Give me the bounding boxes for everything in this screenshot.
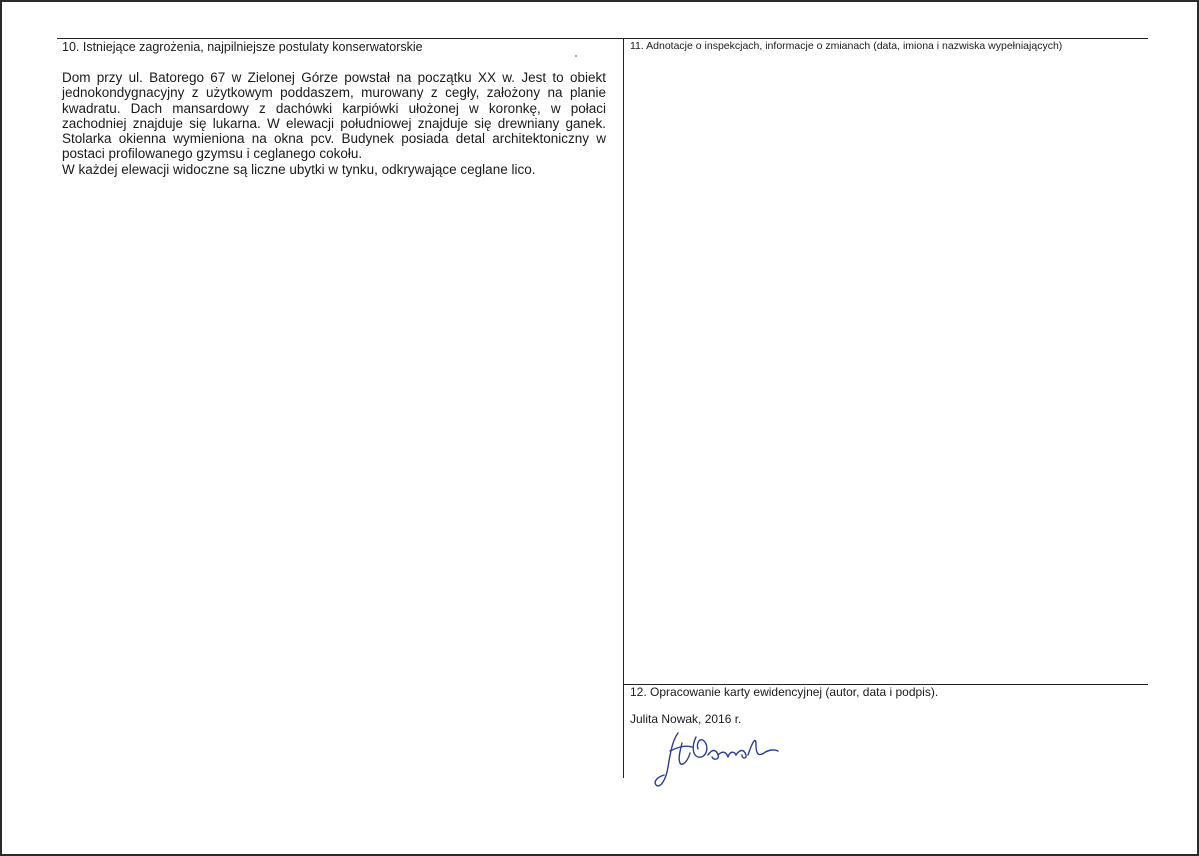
section-12-heading: 12. Opracowanie karty ewidencyjnej (autor, data i podpis).: [630, 685, 939, 699]
column-divider: [623, 38, 624, 778]
handwritten-signature: [648, 725, 788, 795]
scan-edge-top: [0, 0, 1199, 2]
author-line: Julita Nowak, 2016 r.: [630, 712, 742, 726]
section-10-paragraph: W każdej elewacji widoczne są liczne ubytki w tynku, odkrywające ceglane lico.: [62, 161, 536, 177]
section-10-body: [62, 70, 606, 177]
section-11-top-rule: [624, 38, 1148, 39]
section-10-heading: 10. Istniejące zagrożenia, najpilniejsze postulaty konserwatorskie: [62, 40, 423, 54]
section-10-paragraph: Dom przy ul. Batorego 67 w Zielonej Górze powstał na początku XX w. Jest to obiekt jednokondygnacyjny z użytkowym poddaszem, murowany z cegły, założony na planie kwadratu. Dach mansardowy z dachówki karpiówki ułożonej w koronkę, w połaci zachodniej znajduje się lukarna. W elewacji południowej znajduje się drewniany ganek. Stolarka okienna wymieniona na okna pcv. Budynek posiada detal architektoniczny w postaci profilowanego gzymsu i ceglanego cokołu.: [62, 70, 606, 162]
section-10-top-rule: [57, 38, 624, 39]
scan-edge-left: [0, 0, 2, 856]
scan-speck: [575, 55, 577, 57]
section-11-heading: 11. Adnotacje o inspekcjach, informacje o zmianach (data, imiona i nazwiska wypełniających): [630, 40, 1063, 52]
